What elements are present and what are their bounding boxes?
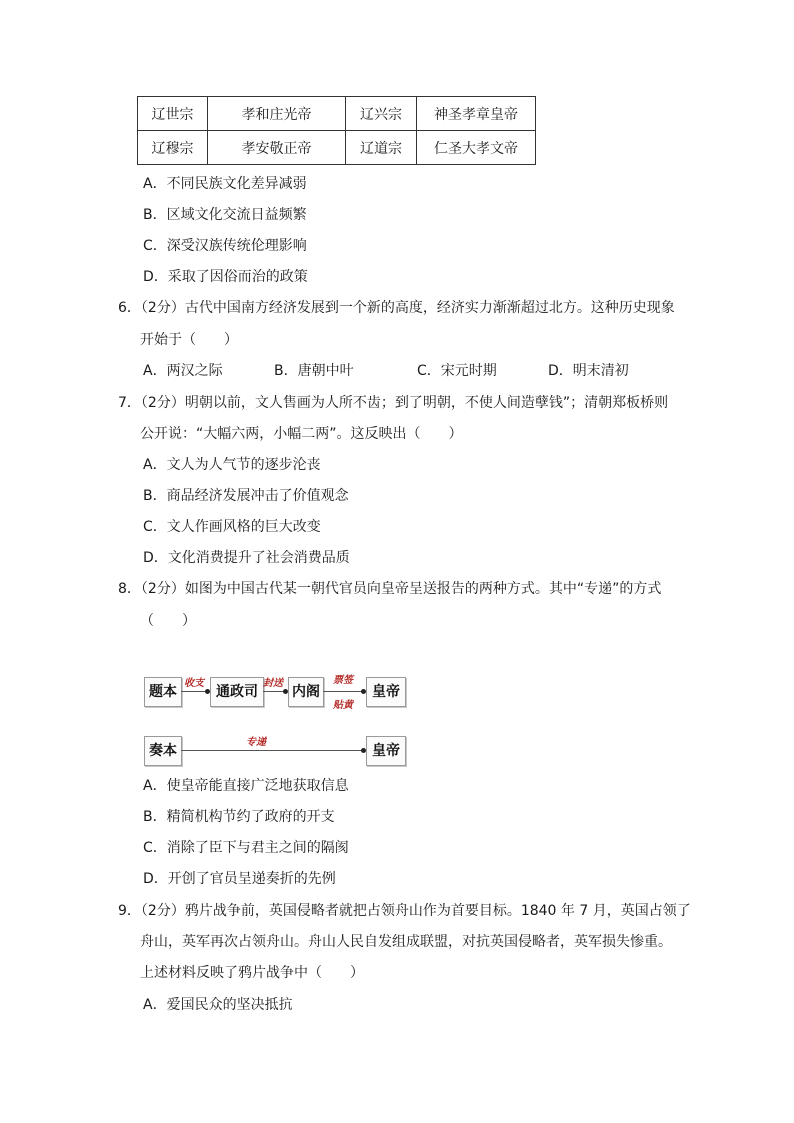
table-cell: 神圣孝章皇帝 bbox=[417, 97, 536, 131]
q6-stem-line1: 6．（2分）古代中国南方经济发展到一个新的高度，经济实力渐渐超过北方。这种历史现象 bbox=[118, 300, 675, 316]
emperor-title-table bbox=[137, 96, 536, 165]
table-row bbox=[138, 131, 536, 165]
q9-stem-line1: 9．（2分）鸦片战争前，英国侵略者就把占领舟山作为首要目标。1840 年 7 月，英国占领了 bbox=[118, 903, 691, 919]
q5-option-b[interactable]: B．区域文化交流日益频繁 bbox=[143, 207, 307, 223]
q6-option-a[interactable]: A．两汉之际 bbox=[143, 363, 223, 379]
box-tiben: 题本 bbox=[144, 677, 182, 707]
box-huangdi-1: 皇帝 bbox=[366, 677, 406, 707]
table-cell: 辽道宗 bbox=[346, 131, 417, 165]
q6-stem-line2: 开始于（ ） bbox=[140, 332, 238, 348]
table-cell: 仁圣大孝文帝 bbox=[417, 131, 536, 165]
arrow-direct bbox=[181, 750, 365, 751]
q8-stem-line1: 8．（2分）如图为中国古代某一朝代官员向皇帝呈送报告的两种方式。其中“专递”的方式 bbox=[118, 581, 662, 597]
q6-option-d[interactable]: D．明末清初 bbox=[548, 363, 629, 379]
label-tiehuang: 贴黄 bbox=[333, 700, 353, 711]
q7-stem-line1: 7．（2分）明朝以前，文人售画为人所不齿；到了明朝，不使人间造孽钱”；清朝郑板桥则 bbox=[118, 395, 669, 411]
q8-option-a[interactable]: A．使皇帝能直接广泛地获取信息 bbox=[143, 778, 349, 794]
q5-option-a[interactable]: A．不同民族文化差异减弱 bbox=[143, 176, 307, 192]
arrow-2 bbox=[263, 691, 287, 692]
table-cell: 孝和庄光帝 bbox=[208, 97, 346, 131]
q5-option-d[interactable]: D．采取了因俗而治的政策 bbox=[143, 269, 308, 285]
q8-option-d[interactable]: D．开创了官员呈递奏折的先例 bbox=[143, 871, 336, 887]
label-shouzhi: 收支 bbox=[184, 678, 204, 689]
box-tongzhengsi: 通政司 bbox=[210, 677, 264, 707]
table-cell: 辽世宗 bbox=[138, 97, 208, 131]
box-neige: 内阁 bbox=[288, 677, 324, 707]
q8-option-b[interactable]: B．精简机构节约了政府的开支 bbox=[143, 809, 335, 825]
box-huangdi-2: 皇帝 bbox=[366, 736, 406, 766]
label-fengsong: 封送 bbox=[263, 678, 283, 689]
q9-option-a[interactable]: A．爱国民众的坚决抵抗 bbox=[143, 997, 293, 1013]
arrow-1 bbox=[181, 691, 209, 692]
q7-stem-line2: 公开说：“大幅六两，小幅二两”。这反映出（ ） bbox=[140, 426, 463, 442]
table-cell: 辽穆宗 bbox=[138, 131, 208, 165]
q7-option-b[interactable]: B．商品经济发展冲击了价值观念 bbox=[143, 488, 349, 504]
q5-option-c[interactable]: C．深受汉族传统伦理影响 bbox=[143, 238, 307, 254]
q6-option-b[interactable]: B．唐朝中叶 bbox=[274, 363, 354, 379]
q9-stem-line2: 舟山，英军再次占领舟山。舟山人民自发组成联盟，对抗英国侵略者，英军损失惨重。 bbox=[140, 934, 672, 950]
q8-stem-line2: （ ） bbox=[140, 613, 196, 629]
q7-option-c[interactable]: C．文人作画风格的巨大改变 bbox=[143, 519, 321, 535]
q7-option-d[interactable]: D．文化消费提升了社会消费品质 bbox=[143, 550, 350, 566]
table-cell: 辽兴宗 bbox=[346, 97, 417, 131]
table-cell: 孝安敬正帝 bbox=[208, 131, 346, 165]
arrow-3 bbox=[323, 691, 365, 692]
q9-stem-line3: 上述材料反映了鸦片战争中（ ） bbox=[140, 965, 364, 981]
table-row bbox=[138, 97, 536, 131]
label-zhuandi: 专递 bbox=[246, 737, 266, 748]
report-flow-diagram bbox=[138, 665, 408, 775]
label-piaoqian: 票签 bbox=[333, 675, 353, 686]
q7-option-a[interactable]: A．文人为人气节的逐步沦丧 bbox=[143, 457, 321, 473]
q8-option-c[interactable]: C．消除了臣下与君主之间的隔阂 bbox=[143, 840, 349, 856]
q6-option-c[interactable]: C．宋元时期 bbox=[417, 363, 497, 379]
box-zouben: 奏本 bbox=[144, 736, 182, 766]
